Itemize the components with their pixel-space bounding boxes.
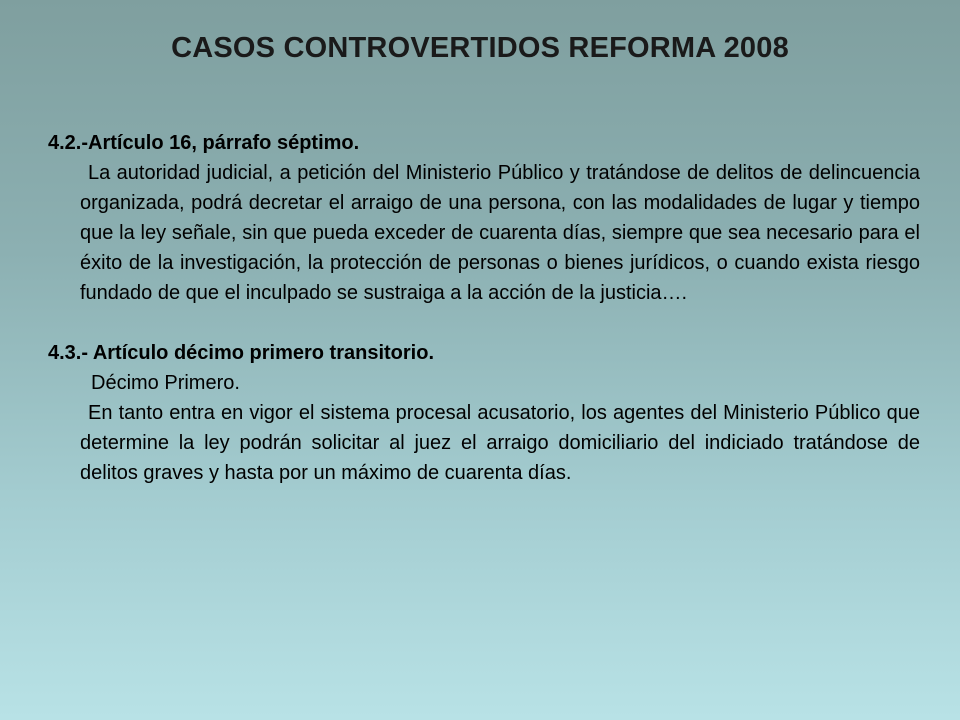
- spacer: [48, 308, 920, 338]
- slide-title: CASOS CONTROVERTIDOS REFORMA 2008: [171, 32, 789, 64]
- article-16-text: La autoridad judicial, a petición del Ministerio Público y tratándose de delitos de delincuencia organizada, podrá decretar el arraigo de una persona, con las modalidades de lugar y tiempo que la ley señale, sin que pueda exceder de cuarenta días, siempre que sea necesario para el éxito de la investigación, la protección de personas o bienes jurídicos, o cuando exista riesgo fundado de que el inculpado se sustraiga a la acción de la justicia….: [80, 162, 920, 304]
- transitory-article-label: Décimo Primero.: [91, 372, 240, 394]
- slide-content: [48, 128, 920, 488]
- transitory-article-text: En tanto entra en vigor el sistema procesal acusatorio, los agentes del Ministerio Público que determine la ley podrán solicitar al juez el arraigo domiciliario del indiciado tratándose de delitos graves y hasta por un máximo de cuarenta días.: [80, 402, 920, 484]
- section-heading-article-16: 4.2.-Artículo 16, párrafo séptimo.: [48, 132, 360, 154]
- section-heading-transitory-article: 4.3.- Artículo décimo primero transitorio.: [48, 342, 434, 364]
